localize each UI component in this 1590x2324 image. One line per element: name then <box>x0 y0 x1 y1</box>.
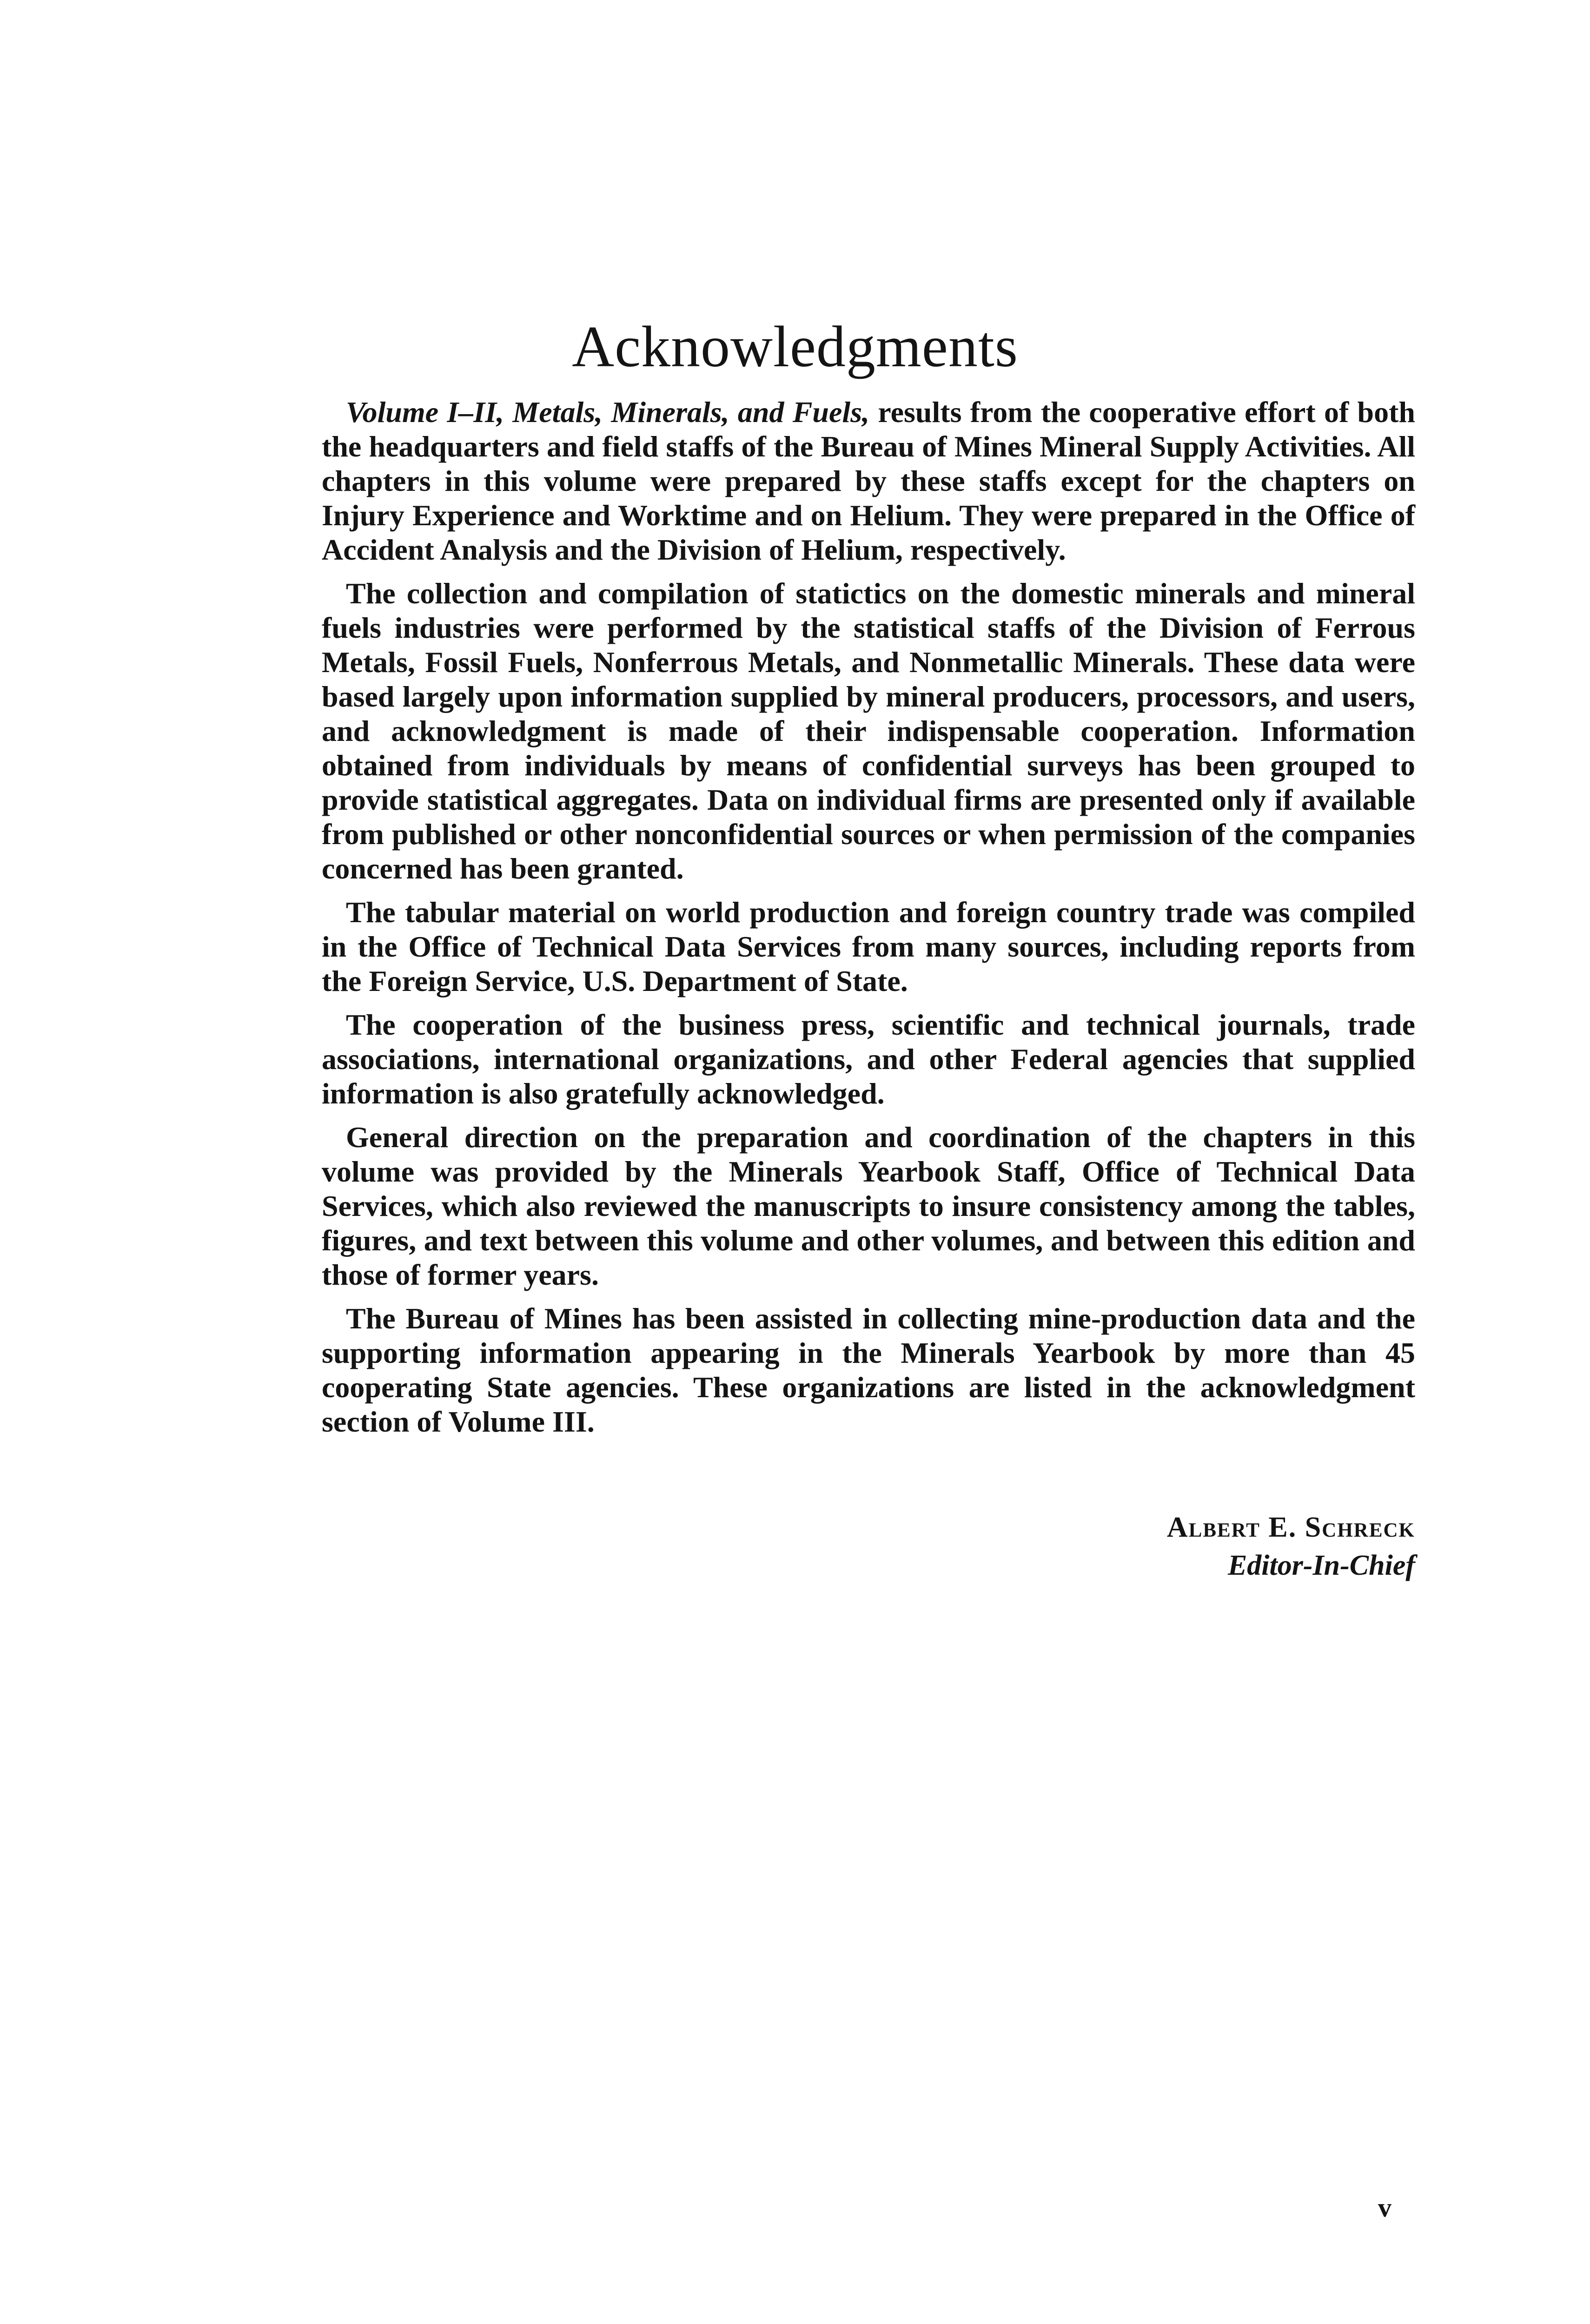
volume-title-italic: Volume I–II, Metals, Minerals, and Fuels, <box>346 396 870 429</box>
paragraph-2: The collection and compilation of statictics on the domestic minerals and mineral fuels industries were performed by the statistical staffs of the Division of Ferrous Metals, Fossil Fuels, Nonferrous Metals, and Nonmetallic Minerals. These data were based largely upon information supplied by mineral producers, processors, and users, and acknowledgment is made of their indispensable cooperation. Information obtained from individuals by means of confidential surveys has been grouped to provide statistical aggregates. Data on individual firms are presented only if available from published or other nonconfidential sources or when permission of the companies concerned has been granted. <box>322 577 1415 885</box>
paragraph-5: General direction on the preparation and coordination of the chapters in this volume was provided by the Minerals Yearbook Staff, Office of Technical Data Services, which also reviewed the manuscripts to insure consistency among the tables, figures, and text between this volume and other volumes, and between this edition and those of former years. <box>322 1121 1415 1291</box>
paragraph-3: The tabular material on world production and foreign country trade was compiled in the Office of Technical Data Services from many sources, including reports from the Foreign Service, U.S. Department of State. <box>322 896 1415 997</box>
acknowledgments-body <box>322 395 1415 1448</box>
paragraph-1 <box>322 395 1415 567</box>
paragraph-6: The Bureau of Mines has been assisted in collecting mine-production data and the supporting information appearing in the Minerals Yearbook by more than 45 cooperating State agencies. These organizations are listed in the acknowledgment section of Volume III. <box>322 1302 1415 1438</box>
signatory-title: Editor-In-Chief <box>1227 1550 1415 1581</box>
paragraph-4: The cooperation of the business press, scientific and technical journals, trade associations, international organizations, and other Federal agencies that supplied information is also gratefully acknowledged. <box>322 1008 1415 1110</box>
page-number: v <box>1378 2192 1391 2223</box>
signature-block <box>1167 1508 1415 1585</box>
signatory-name: Albert E. Schreck <box>1166 1512 1415 1543</box>
page-title: Acknowledgments <box>572 315 1018 379</box>
paragraph-1-text: results from the cooperative effort of both the headquarters and field staffs of the Bureau of Mines Mineral Supply Activities. All chapters in this volume were prepared by these staffs except for the chapters on Injury Experience and Worktime and on Helium. They were prepared in the Office of Accident Analysis and the Division of Helium, respectively. <box>322 396 1416 566</box>
